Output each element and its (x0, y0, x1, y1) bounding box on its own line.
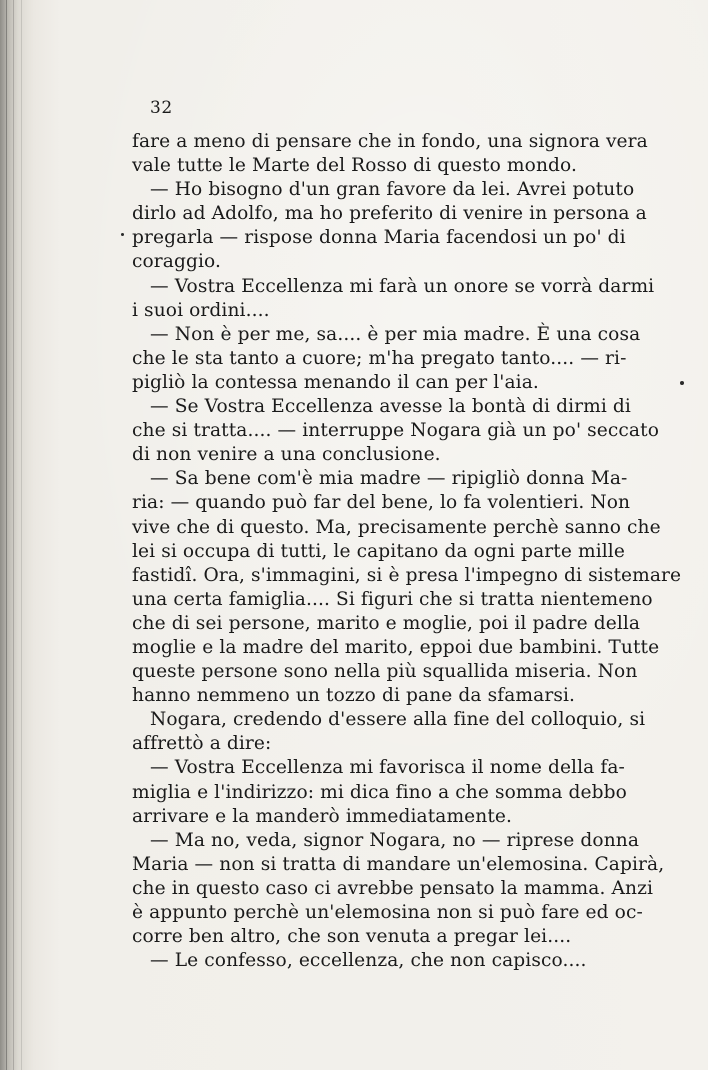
text-line: moglie e la madre del marito, eppoi due bambini. Tutte (132, 636, 660, 658)
text-line: Nogara, credendo d'essere alla fine del colloquio, si (150, 709, 646, 731)
text-line: i suoi ordini.... (132, 299, 270, 321)
text-line: queste persone sono nella più squallida miseria. Non (132, 661, 638, 683)
text-line: — Se Vostra Eccellenza avesse la bontà di dirmi di (150, 396, 631, 418)
gutter-shadow-line (21, 0, 22, 1070)
text-line: — Vostra Eccellenza mi farà un onore se vorrà darmi (150, 275, 655, 297)
paper-speck (121, 233, 124, 236)
text-line: è appunto perchè un'elemosina non si può fare ed oc- (132, 902, 643, 923)
text-line: dirlo ad Adolfo, ma ho preferito di venire in persona a (132, 203, 647, 225)
text-line: pigliò la contessa menando il can per l'aia. (132, 371, 539, 393)
text-line: vale tutte le Marte del Rosso di questo mondo. (132, 155, 578, 177)
text-line: miglia e l'indirizzo: mi dica fino a che somma debbo (132, 781, 627, 803)
text-line: fare a meno di pensare che in fondo, una signora vera (132, 131, 648, 152)
text-line: fastidî. Ora, s'immagini, si è presa l'impegno di sistemare (132, 564, 682, 586)
text-line: — Le confesso, eccellenza, che non capisco.... (150, 950, 587, 972)
text-line: di non venire a una conclusione. (132, 444, 441, 466)
text-line: — Non è per me, sa.... è per mia madre. È una cosa (150, 323, 641, 345)
text-line: affrettò a dire: (132, 733, 272, 755)
text-line: lei si occupa di tutti, le capitano da ogni parte mille (132, 540, 625, 562)
paper-speck (680, 381, 684, 385)
text-line: pregarla — rispose donna Maria facendosi un po' di (132, 227, 626, 249)
text-line: coraggio. (132, 251, 222, 273)
text-line: corre ben altro, che son venuta a pregar lei.... (132, 926, 572, 948)
text-line: una certa famiglia.... Si figuri che si tratta nientemeno (132, 588, 653, 610)
gutter-shadow-line (13, 0, 14, 1070)
text-line: ria: — quando può far del bene, lo fa volentieri. Non (132, 492, 631, 514)
text-line: hanno nemmeno un tozzo di pane da sfamarsi. (132, 685, 576, 707)
gutter-shadow-line (6, 0, 7, 1070)
text-line: — Ho bisogno d'un gran favore da lei. Avrei potuto (150, 179, 635, 201)
body-text (132, 130, 682, 973)
page-number: 32 (150, 98, 173, 118)
text-line: — Ma no, veda, signor Nogara, no — riprese donna (150, 829, 640, 851)
text-line: arrivare e la manderò immediatamente. (132, 805, 513, 827)
text-line: che le sta tanto a cuore; m'ha pregato tanto.... — ri- (132, 347, 627, 369)
text-line: che di sei persone, marito e moglie, poi il padre della (132, 612, 641, 634)
text-line: vive che di questo. Ma, precisamente perchè sanno che (132, 516, 661, 538)
text-line: — Sa bene com'è mia madre — ripigliò donna Ma- (150, 468, 628, 490)
text-line: che in questo caso ci avrebbe pensato la mamma. Anzi (132, 877, 654, 899)
text-line: che si tratta.... — interruppe Nogara già un po' seccato (132, 420, 659, 442)
text-line: — Vostra Eccellenza mi favorisca il nome della fa- (150, 757, 625, 779)
text-line: Maria — non si tratta di mandare un'elemosina. Capirà, (132, 853, 665, 875)
